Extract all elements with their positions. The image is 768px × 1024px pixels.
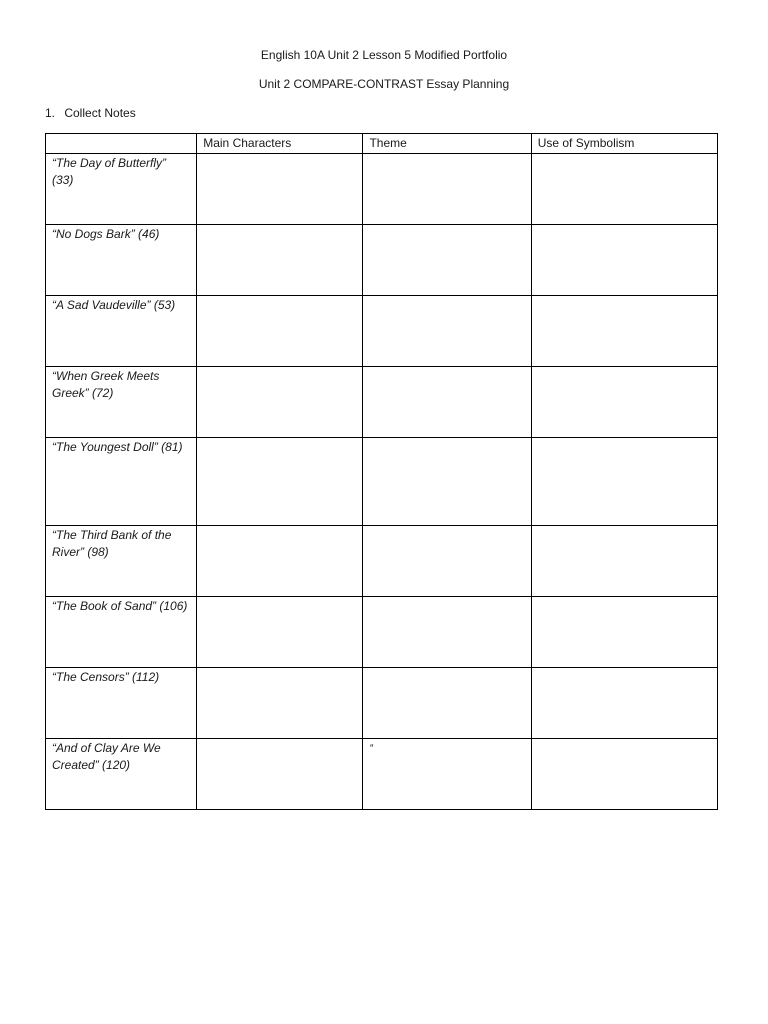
story-cell: “The Book of Sand” (106) <box>46 597 197 668</box>
theme-cell[interactable] <box>363 438 531 526</box>
symbolism-cell[interactable] <box>531 367 717 438</box>
story-cell: “The Third Bank of the River” (98) <box>46 526 197 597</box>
main-characters-cell[interactable] <box>197 154 363 225</box>
header-cell-main-characters: Main Characters <box>197 134 363 154</box>
theme-cell[interactable]: “ <box>363 739 531 810</box>
story-cell: “The Censors” (112) <box>46 668 197 739</box>
theme-cell[interactable] <box>363 668 531 739</box>
symbolism-cell[interactable] <box>531 296 717 367</box>
symbolism-cell[interactable] <box>531 438 717 526</box>
main-characters-cell[interactable] <box>197 597 363 668</box>
notes-table <box>45 133 718 810</box>
story-cell: “When Greek Meets Greek” (72) <box>46 367 197 438</box>
theme-cell[interactable] <box>363 296 531 367</box>
symbolism-cell[interactable] <box>531 154 717 225</box>
story-cell: “No Dogs Bark” (46) <box>46 225 197 296</box>
main-characters-cell[interactable] <box>197 438 363 526</box>
table-row <box>46 225 718 296</box>
main-characters-cell[interactable] <box>197 367 363 438</box>
theme-cell[interactable] <box>363 225 531 296</box>
symbolism-cell[interactable] <box>531 739 717 810</box>
section-number: 1. <box>45 106 56 120</box>
section-label: Collect Notes <box>64 106 136 120</box>
symbolism-cell[interactable] <box>531 526 717 597</box>
theme-cell[interactable] <box>363 526 531 597</box>
table-row <box>46 438 718 526</box>
story-cell: “And of Clay Are We Created” (120) <box>46 739 197 810</box>
table-row <box>46 154 718 225</box>
theme-cell[interactable] <box>363 597 531 668</box>
main-characters-cell[interactable] <box>197 739 363 810</box>
table-row <box>46 597 718 668</box>
main-characters-cell[interactable] <box>197 526 363 597</box>
theme-cell[interactable] <box>363 154 531 225</box>
table-header-row <box>46 134 718 154</box>
theme-cell[interactable] <box>363 367 531 438</box>
symbolism-cell[interactable] <box>531 668 717 739</box>
symbolism-cell[interactable] <box>531 597 717 668</box>
table-row <box>46 526 718 597</box>
symbolism-cell[interactable] <box>531 225 717 296</box>
story-cell: “The Youngest Doll” (81) <box>46 438 197 526</box>
story-cell: “A Sad Vaudeville” (53) <box>46 296 197 367</box>
document-title: English 10A Unit 2 Lesson 5 Modified Portfolio <box>260 48 508 62</box>
header-cell-symbolism: Use of Symbolism <box>531 134 717 154</box>
table-row <box>46 367 718 438</box>
table-row <box>46 739 718 810</box>
story-cell: “The Day of Butterfly” (33) <box>46 154 197 225</box>
section-heading <box>45 106 136 120</box>
table-row <box>46 668 718 739</box>
document-subtitle: Unit 2 COMPARE-CONTRAST Essay Planning <box>258 77 510 91</box>
main-characters-cell[interactable] <box>197 296 363 367</box>
header-cell-story <box>46 134 197 154</box>
main-characters-cell[interactable] <box>197 668 363 739</box>
header-cell-theme: Theme <box>363 134 531 154</box>
table-row <box>46 296 718 367</box>
main-characters-cell[interactable] <box>197 225 363 296</box>
